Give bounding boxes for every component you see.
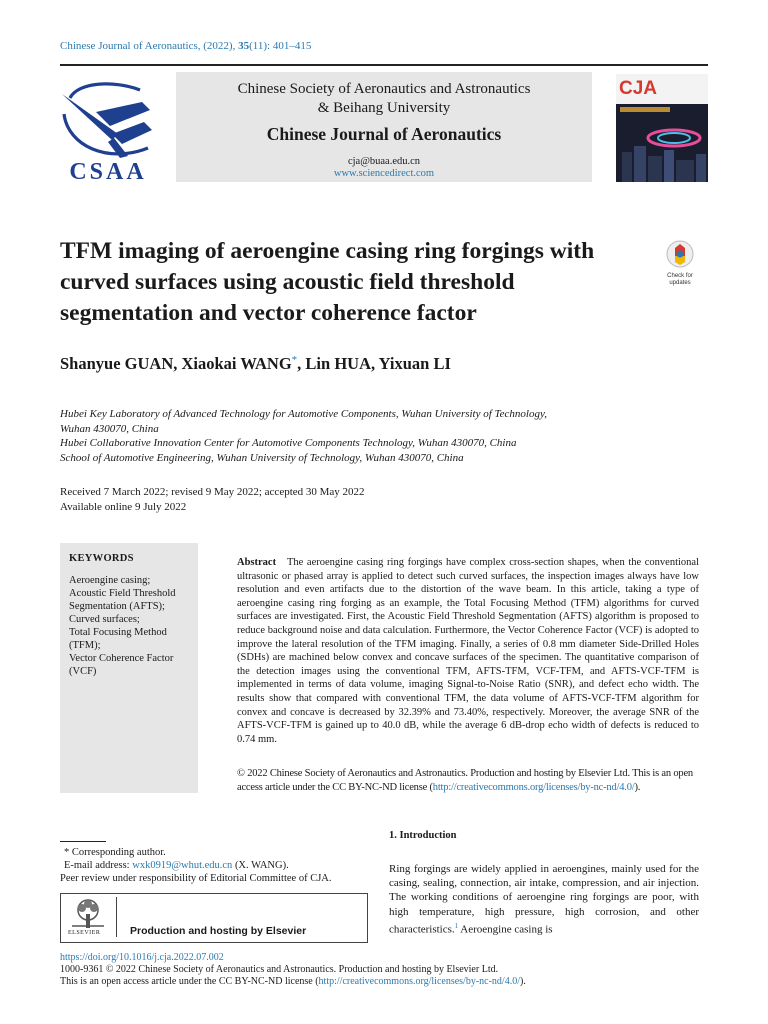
authors-first: Shanyue GUAN, Xiaokai WANG: [60, 354, 292, 373]
abstract: [237, 556, 699, 746]
society-line-2: & Beihang University: [317, 100, 451, 116]
email-label: E-mail address:: [64, 860, 133, 871]
abstract-text: The aeroengine casing ring forgings have complex cross-section shapes, when the conventional ultrasonic or phased array is applied to detect such curved surfaces, the inspection images always have low resolution and even artifacts due to the distortion of the wave beam. In this article, taking a type of aeroengine casing ring forging as an example, the Total Focusing Method (TFM) algorithms for curved surfaces are investigated. First, the Acoustic Field Threshold Segmentation (AFTS) algorithm is proposed to reduce background noise and data calculation. Furthermore, the Vector Coherence Factor (VCF) is adopted to improve the lateral resolution of the TFM imaging. Finally, a series of 0.8 mm diameter Side-Drilled Holes (SDHs) are machined below convex and concave surfaces of the specimen. The quantitative comparison of the detection images using the conventional TFM, AFTS-TFM, VCF-TFM, and AFTS-VCF-TFM is implemented in terms of data volume, imaging Signal-to-Noise Ratio (SNR), and defect echo width. The results show that compared with conventional TFM, the data volume of AFTS-VCF-TFM algorithm for convex and concave is decreased by 32.39% and 73.40%, respectively. Moreover, the average SNR of the AFTS-VCF-TFM is gained up to 40.0 dB, while the average 6 dB-drop echo width of defects is reduced to 0.74 mm.: [237, 557, 700, 745]
article-title: TFM imaging of aeroengine casing ring forgings with curved surfaces using acoustic field threshold segmentation and vector coherence factor: [60, 238, 595, 326]
csaa-logo-icon: [56, 76, 160, 182]
available-online-date: Available online 9 July 2022: [60, 500, 187, 513]
keyword-item: Vector Coherence Factor: [69, 653, 174, 664]
author-list: [60, 354, 451, 374]
peer-review-note: Peer review under responsibility of Editorial Committee of CJA.: [60, 873, 332, 884]
society-line-1: Chinese Society of Aeronautics and Astronautics: [237, 81, 531, 97]
affiliations: [60, 407, 660, 465]
check-for-updates-button[interactable]: [662, 240, 698, 286]
footer-license: [60, 976, 526, 987]
copyright-end: ).: [634, 781, 641, 793]
introduction-heading: 1. Introduction: [389, 830, 457, 841]
csaa-logo-text: CSAA: [69, 159, 147, 182]
keyword-item: Total Focusing Method: [69, 627, 167, 638]
authors-rest: , Lin HUA, Yixuan LI: [297, 354, 451, 373]
affiliation-line: Wuhan 430070, China: [60, 422, 159, 435]
keyword-item: (TFM);: [69, 640, 101, 651]
reference-link[interactable]: 1: [454, 921, 459, 930]
article-dates: [60, 485, 365, 514]
check-for-updates-label: Check for updates: [667, 273, 693, 286]
copyright-text: © 2022 Chinese Society of Aeronautics and Astronautics. Production and hosting by Elsevier Ltd. This is an open access article under the CC BY-NC-ND license (: [237, 768, 693, 793]
journal-email[interactable]: cja@buaa.edu.cn: [347, 156, 421, 167]
email-suffix: (X. WANG).: [232, 860, 289, 871]
production-hosting-label: Production and hosting by Elsevier: [130, 925, 307, 937]
keyword-item: Segmentation (AFTS);: [69, 601, 165, 612]
footer-license-text: This is an open access article under the CC BY-NC-ND license (: [60, 976, 319, 987]
introduction-text: [389, 862, 699, 937]
intro-text-b: Aeroengine casing is: [458, 923, 553, 936]
journal-ref-prefix: Chinese Journal of Aeronautics, (2022),: [60, 40, 239, 52]
issn-copyright: 1000-9361 © 2022 Chinese Society of Aeronautics and Astronautics. Production and hosting by Elsevier Ltd.: [60, 964, 499, 975]
journal-website-link[interactable]: www.sciencedirect.com: [333, 168, 435, 179]
received-dates: Received 7 March 2022; revised 9 May 2022; accepted 30 May 2022: [60, 486, 365, 498]
keywords-heading: KEYWORDS: [69, 553, 134, 564]
society-name: [176, 80, 592, 118]
abstract-copyright: [237, 767, 699, 794]
elsevier-separator: [116, 897, 117, 937]
corresponding-author-note: * Corresponding author.: [64, 847, 166, 858]
footnote-rule: [60, 841, 106, 842]
footer-license-link[interactable]: http://creativecommons.org/licenses/by-nc-nd/4.0/: [318, 976, 520, 987]
affiliation-line: Hubei Collaborative Innovation Center for Automotive Components Technology, Wuhan 430070, China: [60, 437, 517, 449]
crossmark-icon: [666, 240, 694, 268]
license-link[interactable]: http://creativecommons.org/licenses/by-nc-nd/4.0/: [432, 781, 635, 793]
elsevier-wordmark: ELSEVIER: [68, 930, 101, 936]
journal-issue-pages: (11): 401–415: [249, 40, 312, 52]
footer-license-end: ).: [519, 976, 526, 987]
keyword-item: Aeroengine casing;: [69, 575, 151, 586]
journal-cover-image: [616, 74, 708, 182]
affiliation-line: School of Automotive Engineering, Wuhan University of Technology, Wuhan 430070, China: [60, 451, 464, 464]
keyword-item: Acoustic Field Threshold: [69, 588, 176, 599]
header-rule: [60, 64, 708, 66]
email-footnote: [60, 859, 370, 872]
abstract-label: Abstract: [237, 557, 277, 568]
cover-cja-logo: CJA: [619, 78, 658, 99]
keyword-item: Curved surfaces;: [69, 614, 140, 625]
journal-volume: 35: [238, 40, 250, 52]
corresponding-author-marker[interactable]: *: [291, 354, 298, 366]
doi-link[interactable]: https://doi.org/10.1016/j.cja.2022.07.002: [60, 952, 224, 963]
footnotes: [60, 846, 370, 885]
intro-text-a: Ring forgings are widely applied in aeroengines, mainly used for the casing, sealing, connection, air intake, compression, and air injection. The working conditions of aeroengine ring forgings are poor, with high temperature, high pressure, high corrosion, and other characteristics.: [389, 863, 699, 936]
journal-name: Chinese Journal of Aeronautics: [266, 124, 502, 144]
affiliation-line: Hubei Key Laboratory of Advanced Technology for Automotive Components, Wuhan University of Technology,: [60, 408, 548, 420]
journal-reference[interactable]: [60, 40, 311, 52]
keyword-item: (VCF): [69, 666, 97, 677]
keywords-list: [69, 574, 193, 678]
author-email-link[interactable]: wxk0919@whut.edu.cn: [132, 860, 233, 871]
